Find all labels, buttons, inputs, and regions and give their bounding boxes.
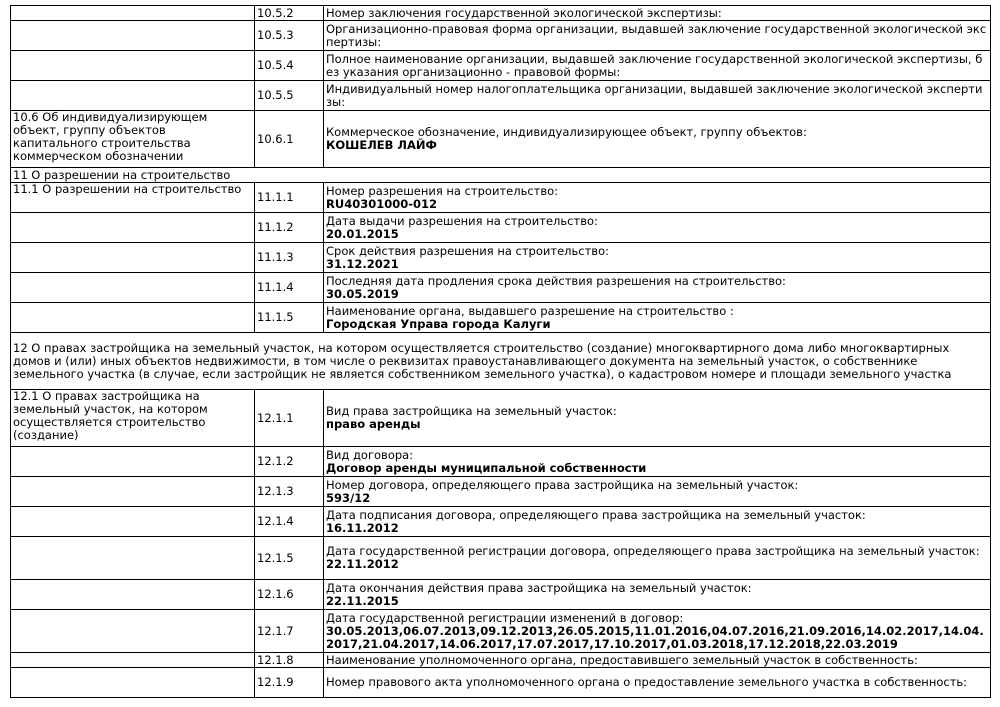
table-row — [11, 51, 991, 81]
section-cell — [11, 668, 255, 698]
section-cell — [11, 21, 255, 51]
item-value: 593/12 — [326, 490, 371, 505]
section-cell — [11, 51, 255, 81]
item-content — [324, 81, 991, 111]
item-content — [324, 21, 991, 51]
item-number: 12.1.2 — [255, 447, 324, 477]
section-cell — [11, 273, 255, 303]
item-content — [324, 243, 991, 273]
item-label: Последняя дата продления срока действия разрешения на строительство: — [326, 273, 786, 288]
section-header-row — [11, 168, 991, 183]
item-number: 10.5.4 — [255, 51, 324, 81]
item-number: 12.1.3 — [255, 477, 324, 507]
section-cell — [11, 580, 255, 610]
item-value: 22.11.2012 — [326, 557, 399, 571]
section-header-row — [11, 333, 991, 390]
item-label: Дата государственной регистрации договора, определяющего права застройщика на земельный участок: — [326, 544, 980, 558]
item-value: КОШЕЛЕВ ЛАЙФ — [326, 138, 437, 152]
section-cell: 12.1 О правах застройщика на земельный участок, на котором осуществляется строительство (создание) — [11, 390, 255, 447]
item-value: 30.05.2013,06.07.2013,09.12.2013,26.05.2015,11.01.2016,04.07.2016,21.09.2016,14.02.2017,14.04.2017,21.04.2017,14.06.2017,17.07.2017,17.10.2017,01.03.2018,17.12.2018,22.03.2019 — [326, 623, 984, 651]
item-number: 11.1.5 — [255, 303, 324, 333]
table-row — [11, 447, 991, 477]
item-content — [324, 6, 991, 21]
item-label: Дата выдачи разрешения на строительство: — [326, 213, 598, 228]
item-value: 16.11.2012 — [326, 520, 399, 535]
section-cell — [11, 610, 255, 653]
item-value: 31.12.2021 — [326, 256, 399, 271]
item-label: Дата государственной регистрации изменений в договор: — [326, 610, 684, 625]
section-cell — [11, 6, 255, 21]
item-value: 20.01.2015 — [326, 226, 399, 241]
item-value: 22.11.2015 — [326, 593, 399, 608]
item-number: 10.5.2 — [255, 6, 324, 21]
item-content — [324, 653, 991, 668]
table-row — [11, 668, 991, 698]
item-content — [324, 668, 991, 698]
table-row — [11, 610, 991, 653]
section-cell — [11, 213, 255, 243]
table-row — [11, 81, 991, 111]
item-label: Дата подписания договора, определяющего права застройщика на земельный участок: — [326, 507, 866, 522]
table-row — [11, 303, 991, 333]
item-content — [324, 51, 991, 81]
table-row — [11, 390, 991, 447]
item-content — [324, 111, 991, 168]
item-content — [324, 507, 991, 537]
item-label: Полное наименование организации, выдавшей заключение государственной экологической экспертизы, без указания организационно - правовой формы: — [326, 51, 983, 79]
item-content — [324, 213, 991, 243]
item-content — [324, 273, 991, 303]
project-declaration-table — [10, 5, 991, 698]
item-value: право аренды — [326, 417, 421, 431]
section-cell — [11, 447, 255, 477]
item-content — [324, 390, 991, 447]
item-label: Номер заключения государственной экологической экспертизы: — [326, 5, 722, 20]
item-number: 10.5.3 — [255, 21, 324, 51]
section-cell — [11, 477, 255, 507]
item-label: Дата окончания действия права застройщика на земельный участок: — [326, 580, 752, 595]
table-row — [11, 537, 991, 580]
item-label: Коммерческое обозначение, индивидуализирующее объект, группу объектов: — [326, 125, 807, 139]
item-value: 30.05.2019 — [326, 286, 399, 301]
item-content — [324, 610, 991, 653]
table-row — [11, 653, 991, 668]
item-value: Договор аренды муниципальной собственности — [326, 460, 647, 475]
item-label: Вид права застройщика на земельный участок: — [326, 404, 617, 418]
item-number: 12.1.5 — [255, 537, 324, 580]
item-label: Организационно-правовая форма организации, выдавшей заключение государственной экологической экспертизы: — [326, 21, 987, 49]
item-number: 11.1.1 — [255, 183, 324, 213]
table-row — [11, 243, 991, 273]
section-cell: 11.1 О разрешении на строительство — [11, 183, 255, 213]
item-label: Наименование органа, выдавшего разрешение на строительство : — [326, 303, 734, 318]
table-row — [11, 111, 991, 168]
item-label: Индивидуальный номер налогоплательщика организации, выдавшей заключение экологической экспертизы: — [326, 81, 983, 109]
section-cell — [11, 507, 255, 537]
item-number: 11.1.4 — [255, 273, 324, 303]
item-number: 12.1.1 — [255, 390, 324, 447]
section-cell — [11, 653, 255, 668]
item-number: 12.1.6 — [255, 580, 324, 610]
item-number: 12.1.7 — [255, 610, 324, 653]
table-row — [11, 477, 991, 507]
item-number: 10.5.5 — [255, 81, 324, 111]
item-label: Срок действия разрешения на строительство: — [326, 243, 609, 258]
item-content — [324, 580, 991, 610]
item-content — [324, 477, 991, 507]
item-content — [324, 303, 991, 333]
item-number: 12.1.9 — [255, 668, 324, 698]
item-number: 12.1.8 — [255, 653, 324, 668]
table-row — [11, 273, 991, 303]
item-number: 12.1.4 — [255, 507, 324, 537]
item-label: Номер правового акта уполномоченного органа о предоставление земельного участка в собственность: — [326, 675, 968, 689]
item-value: Городская Управа города Калуги — [326, 316, 551, 331]
table-row — [11, 213, 991, 243]
table-row — [11, 183, 991, 213]
section-cell: 10.6 Об индивидуализирующем объект, группу объектов капитального строительства коммерческом обозначении — [11, 111, 255, 168]
item-number: 11.1.2 — [255, 213, 324, 243]
item-content — [324, 537, 991, 580]
item-content — [324, 447, 991, 477]
item-content — [324, 183, 991, 213]
item-label: Номер разрешения на строительство: — [326, 183, 559, 198]
section-cell — [11, 303, 255, 333]
table-row — [11, 21, 991, 51]
item-label: Вид договора: — [326, 447, 414, 462]
section-header: 11 О разрешении на строительство — [11, 168, 991, 183]
table-row — [11, 507, 991, 537]
section-cell — [11, 537, 255, 580]
table-row — [11, 6, 991, 21]
item-label: Номер договора, определяющего права застройщика на земельный участок: — [326, 477, 799, 492]
item-label: Наименование уполномоченного органа, предоставившего земельный участок в собственность: — [326, 652, 918, 667]
section-cell — [11, 81, 255, 111]
section-cell — [11, 243, 255, 273]
section-header: 12 О правах застройщика на земельный участок, на котором осуществляется строительство (создание) многоквартирного дома либо многоквартирных домов и (или) иных объектов недвижимости, в том числе о реквизитах правоустанавливающего документа на земельный участок, о собственнике земельного участка (в случае, если застройщик не является собственником земельного участка), о кадастровом номере и площади земельного участка — [11, 333, 991, 390]
item-value: RU40301000-012 — [326, 196, 437, 211]
item-number: 10.6.1 — [255, 111, 324, 168]
item-number: 11.1.3 — [255, 243, 324, 273]
table-row — [11, 580, 991, 610]
